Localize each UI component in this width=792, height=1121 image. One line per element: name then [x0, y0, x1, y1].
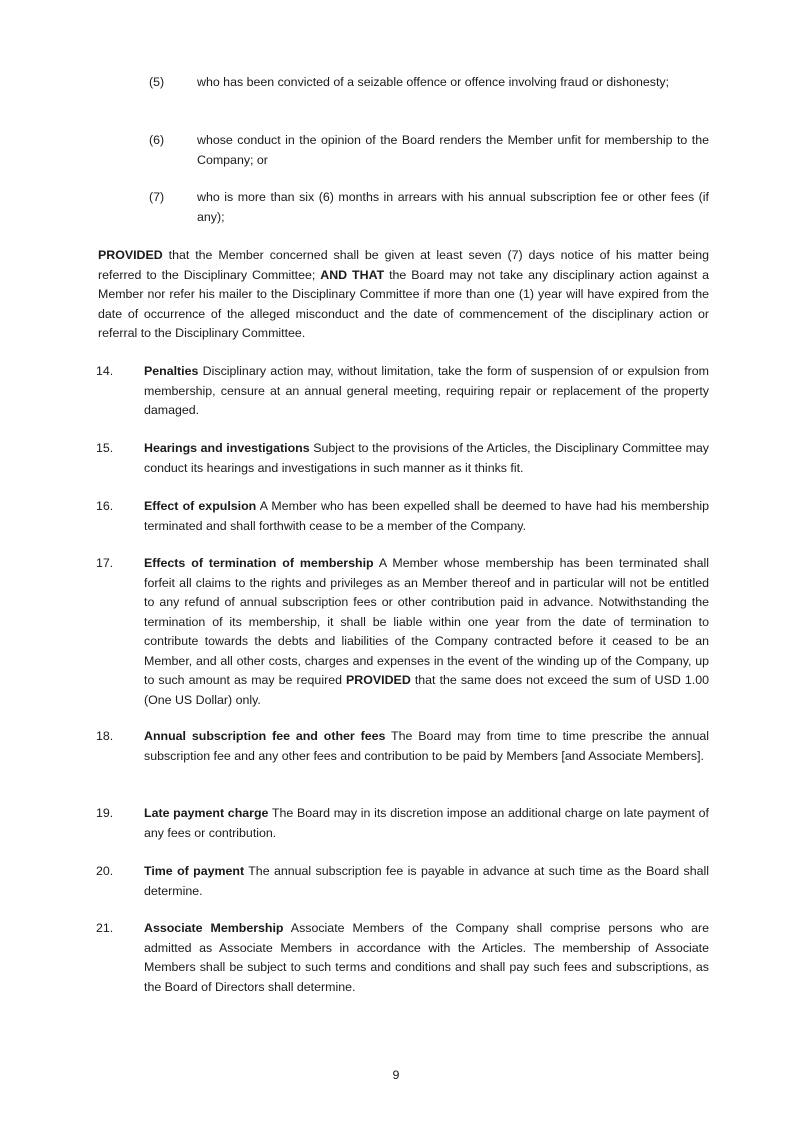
sub-item-text: who is more than six (6) months in arrears with his annual subscription fee or other fees (if any); — [197, 190, 709, 224]
clause-16 — [96, 497, 709, 536]
clause-number: 18. — [96, 729, 114, 743]
clause-21 — [96, 919, 709, 997]
sub-item-number: (5) — [149, 75, 165, 89]
clause-15 — [96, 439, 709, 478]
clause-heading: Late payment charge — [144, 806, 269, 820]
clause-number: 16. — [96, 499, 114, 513]
clause-18 — [96, 727, 709, 766]
sub-item-number: (6) — [149, 133, 165, 147]
sub-item-6 — [149, 131, 709, 170]
clause-text: Subject to the provisions of the Articles, the Disciplinary Committee may conduct its hearings and investigations in such manner as it thinks fit. — [144, 441, 710, 475]
proviso-paragraph — [98, 246, 709, 344]
sub-item-7 — [149, 188, 709, 227]
clause-17 — [96, 554, 709, 710]
sub-item-text: who has been convicted of a seizable offence or offence involving fraud or dishonesty; — [197, 75, 670, 89]
clause-heading: Time of payment — [144, 864, 245, 878]
clause-heading: Annual subscription fee and other fees — [144, 729, 386, 743]
clause-number: 19. — [96, 806, 114, 820]
sub-item-number: (7) — [149, 190, 165, 204]
clause-text: The Board may in its discretion impose an additional charge on late payment of any fees or contribution. — [144, 806, 709, 840]
clause-keyword: PROVIDED — [346, 673, 411, 687]
clause-text: Associate Members of the Company shall comprise persons who are admitted as Associate Members in accordance with the Articles. The membership of Associate Members shall be subject to such terms and conditions and shall pay such fees and subscriptions, as the Board of Directors shall determine. — [144, 921, 710, 994]
clause-text: A Member whose membership has been terminated shall forfeit all claims to the rights and privileges as an Member thereof and in particular will not be entitled to any refund of annual subscription fees or other contribution paid in advance. Notwithstanding the termination of its membership, it shall be liable within one year from the date of termination to contribute towards the debts and liabilities of the Company contracted before it ceased to be an Member, and all other costs, charges and expenses in the event of the winding up of the Company, up to such amount as may be required — [144, 556, 710, 687]
sub-item-5 — [149, 73, 709, 93]
clause-text: The annual subscription fee is payable in advance at such time as the Board shall determine. — [144, 864, 709, 898]
clause-19 — [96, 804, 709, 843]
clause-heading: Effects of termination of membership — [144, 556, 374, 570]
clause-number: 20. — [96, 864, 114, 878]
proviso-text: that the Member concerned shall be given at least seven (7) days notice of his matter being referred to the Disciplinary Committee; — [98, 248, 709, 282]
proviso-keyword: AND THAT — [320, 267, 385, 282]
clause-number: 17. — [96, 556, 114, 570]
page-number: 9 — [392, 1068, 400, 1082]
clause-number: 21. — [96, 921, 114, 935]
clause-heading: Hearings and investigations — [144, 441, 310, 455]
clause-20 — [96, 862, 709, 901]
clause-text: that the same does not exceed the sum of USD 1.00 (One US Dollar) only. — [144, 673, 709, 707]
clause-text: A Member who has been expelled shall be deemed to have had his membership terminated and shall forthwith cease to be a member of the Company. — [144, 499, 709, 533]
clause-heading: Associate Membership — [144, 921, 284, 935]
proviso-text: the Board may not take any disciplinary action against a Member nor refer his mailer to the Disciplinary Committee if more than one (1) year will have expired from the date of occurrence of the alleged misconduct and the date of commencement of the disciplinary action or referral to the Disciplinary Committee. — [98, 267, 709, 340]
clause-heading: Effect of expulsion — [144, 499, 257, 513]
clause-text: Disciplinary action may, without limitation, take the form of suspension of or expulsion from membership, censure at an annual general meeting, requiring repair or replacement of the property damaged. — [144, 364, 709, 417]
clause-number: 15. — [96, 441, 114, 455]
clause-number: 14. — [96, 364, 114, 378]
clause-text: The Board may from time to time prescribe the annual subscription fee and any other fees and contribution to be paid by Members [and Associate Members]. — [144, 729, 709, 763]
clause-heading: Penalties — [144, 364, 199, 378]
clause-14 — [96, 362, 709, 421]
sub-item-text: whose conduct in the opinion of the Board renders the Member unfit for membership to the Company; or — [197, 133, 709, 167]
proviso-keyword: PROVIDED — [98, 248, 163, 262]
